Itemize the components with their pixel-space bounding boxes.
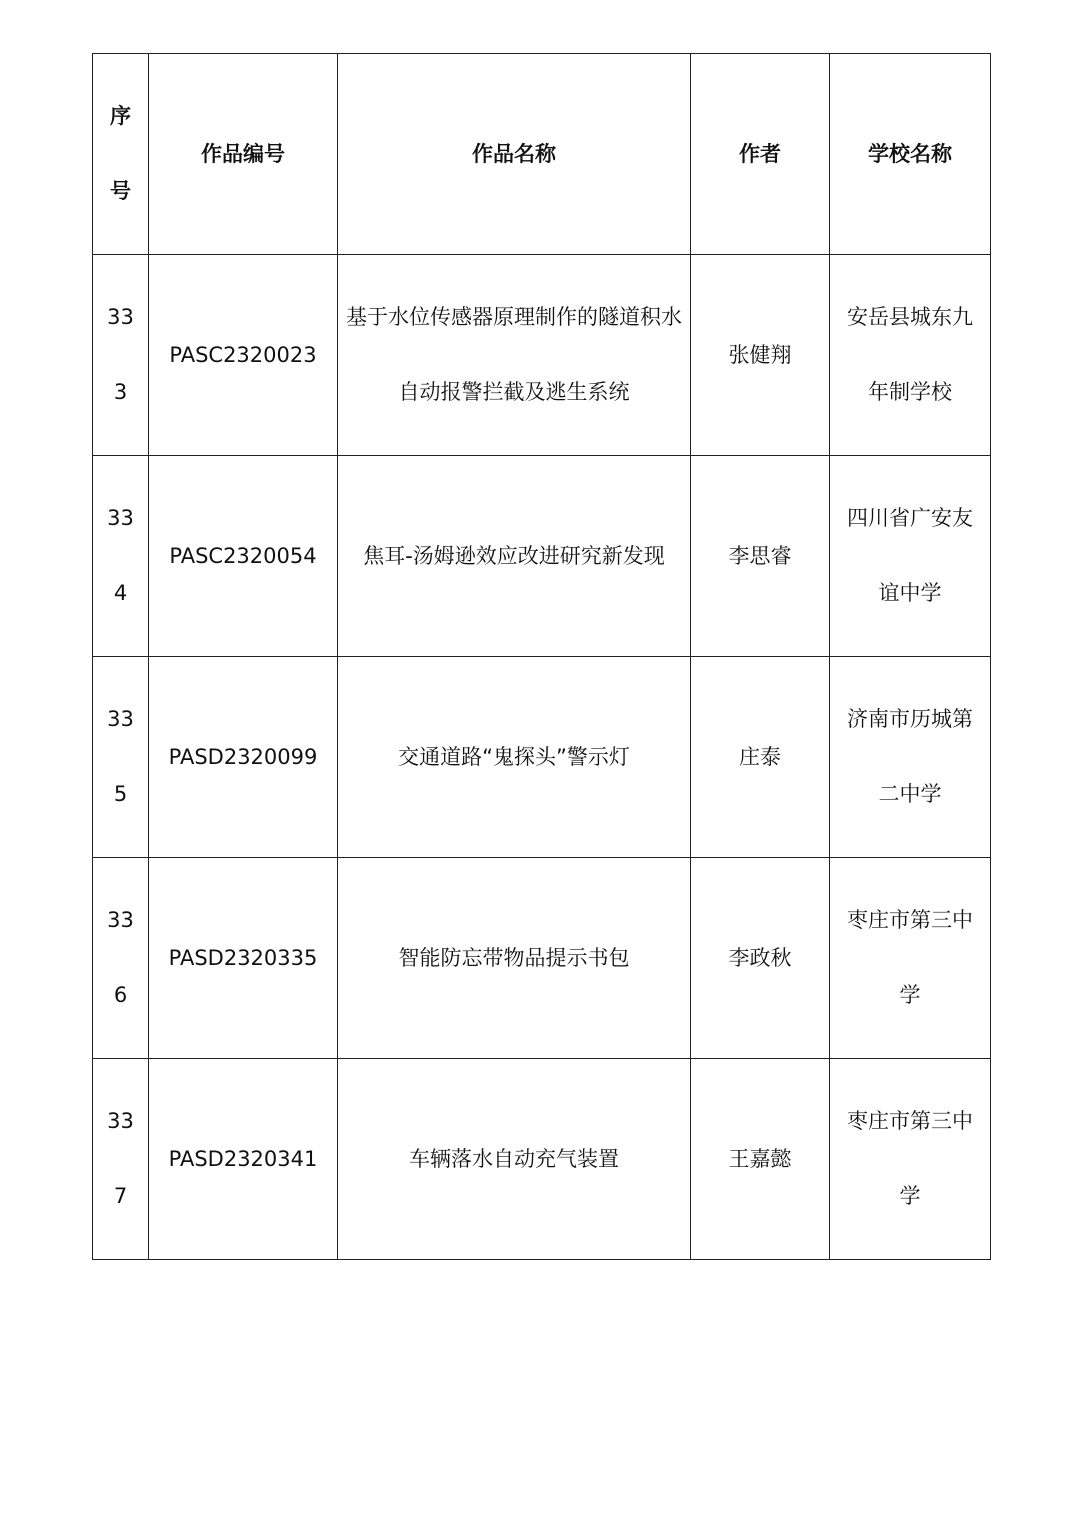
- cell-title: 智能防忘带物品提示书包: [338, 858, 691, 1059]
- cell-author: 王嘉懿: [691, 1059, 830, 1260]
- cell-code: PASD2320099: [149, 657, 338, 858]
- cell-seq: 335: [93, 657, 149, 858]
- cell-seq: 336: [93, 858, 149, 1059]
- cell-seq: 333: [93, 255, 149, 456]
- cell-author: 李政秋: [691, 858, 830, 1059]
- table-row: [93, 255, 991, 456]
- table-header-row: [93, 54, 991, 255]
- cell-code: PASD2320341: [149, 1059, 338, 1260]
- cell-school: 安岳县城东九年制学校: [830, 255, 991, 456]
- header-seq-line2: 号: [110, 179, 131, 203]
- cell-author: 李思睿: [691, 456, 830, 657]
- cell-school: 枣庄市第三中学: [830, 858, 991, 1059]
- cell-code: PASC2320023: [149, 255, 338, 456]
- awards-table: [92, 53, 991, 1260]
- header-code: 作品编号: [149, 54, 338, 255]
- header-title: 作品名称: [338, 54, 691, 255]
- cell-author: 张健翔: [691, 255, 830, 456]
- cell-code: PASC2320054: [149, 456, 338, 657]
- cell-school: 济南市历城第二中学: [830, 657, 991, 858]
- header-seq: [93, 54, 149, 255]
- header-school: 学校名称: [830, 54, 991, 255]
- cell-title: 焦耳-汤姆逊效应改进研究新发现: [338, 456, 691, 657]
- header-author: 作者: [691, 54, 830, 255]
- table-row: [93, 456, 991, 657]
- cell-title: 车辆落水自动充气装置: [338, 1059, 691, 1260]
- header-seq-line1: 序: [110, 104, 131, 128]
- cell-code: PASD2320335: [149, 858, 338, 1059]
- table-row: [93, 1059, 991, 1260]
- cell-author: 庄泰: [691, 657, 830, 858]
- cell-title: 交通道路“鬼探头”警示灯: [338, 657, 691, 858]
- cell-school: 枣庄市第三中学: [830, 1059, 991, 1260]
- table-row: [93, 858, 991, 1059]
- cell-school: 四川省广安友谊中学: [830, 456, 991, 657]
- cell-seq: 334: [93, 456, 149, 657]
- cell-title: 基于水位传感器原理制作的隧道积水自动报警拦截及逃生系统: [338, 255, 691, 456]
- cell-seq: 337: [93, 1059, 149, 1260]
- table-row: [93, 657, 991, 858]
